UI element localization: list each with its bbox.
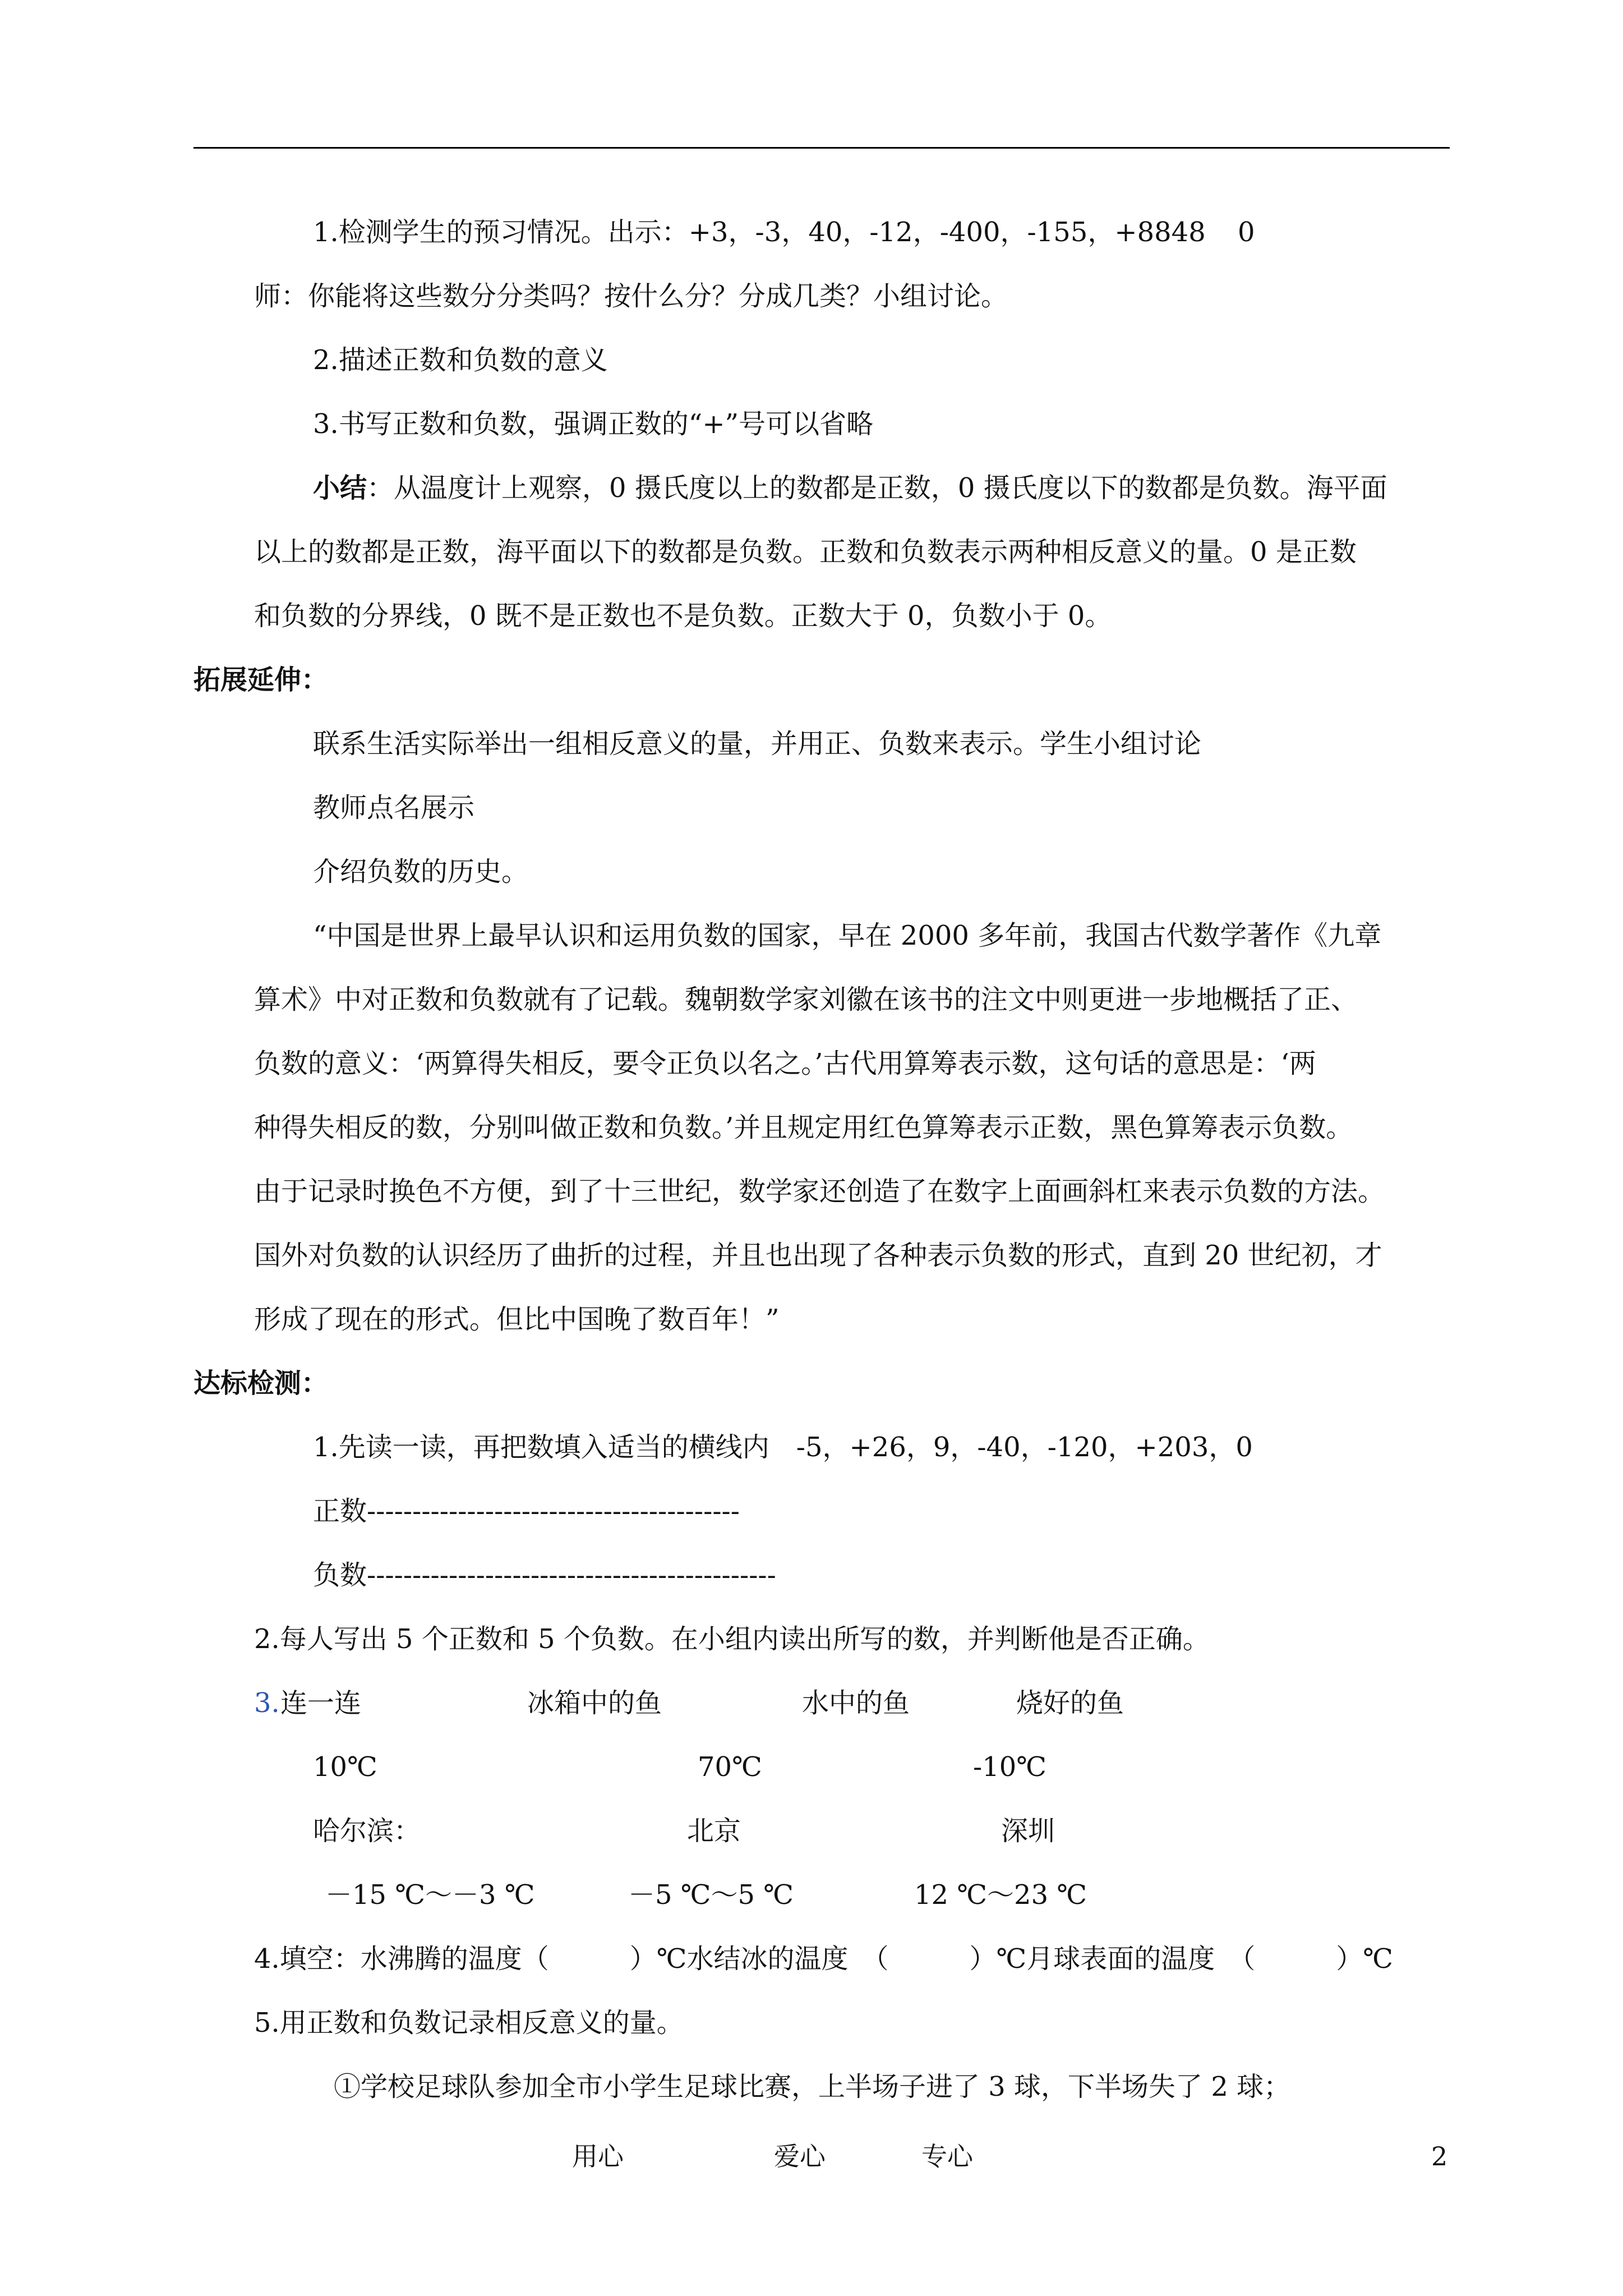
question-4: 4.填空：水沸腾的温度（ ）℃水结冰的温度 （ ）℃月球表面的温度 （ ）℃ — [254, 1943, 1393, 1975]
history-quote-line-1: “中国是世界上最早认识和运用负数的国家，早在 2000 多年前，我国古代数学著作《九章 — [313, 920, 1382, 951]
range-shenzhen: 12 ℃～23 ℃ — [914, 1879, 1087, 1911]
footer-word-3: 专心 — [921, 2141, 973, 2171]
item-2-text: 2.描述正数和负数的意义 — [313, 344, 608, 376]
history-quote-line-3: 负数的意义：‘两算得失相反，要令正负以名之。’古代用算筹表示数，这句话的意思是：‘两 — [254, 1048, 1316, 1079]
summary-line-1 — [313, 472, 1387, 504]
fish-cooked: 烧好的鱼 — [1016, 1687, 1124, 1719]
summary-line-3: 和负数的分界线，0 既不是正数也不是负数。正数大于 0，负数小于 0。 — [254, 600, 1112, 632]
question-5-item-1: ①学校足球队参加全市小学生足球比赛，上半场子进了 3 球，下半场失了 2 球； — [334, 2071, 1291, 2102]
history-quote-line-5: 由于记录时换色不方便，到了十三世纪，数学家还创造了在数字上面画斜杠来表示负数的方法。 — [254, 1176, 1385, 1207]
question-5: 5.用正数和负数记录相反意义的量。 — [254, 2007, 684, 2039]
check-heading: 达标检测： — [193, 1368, 329, 1399]
extension-paragraph-3: 介绍负数的历史。 — [313, 856, 529, 887]
history-quote-line-7: 形成了现在的形式。但比中国晚了数百年！” — [254, 1304, 780, 1335]
item-3-text: 3.书写正数和负数，强调正数的“+”号可以省略 — [313, 408, 874, 440]
summary-text: ：从温度计上观察，0 摄氏度以上的数都是正数，0 摄氏度以下的数都是负数。海平面 — [367, 472, 1387, 504]
question-1: 1.先读一读，再把数填入适当的横线内 -5，+26，9，-40，-120，+203，0 — [313, 1432, 1253, 1463]
footer-word-2: 爱心 — [774, 2141, 826, 2171]
history-quote-line-2: 算术》中对正数和负数就有了记载。魏朝数学家刘徽在该书的注文中则更进一步地概括了正、 — [254, 984, 1358, 1015]
summary-line-2: 以上的数都是正数，海平面以下的数都是负数。正数和负数表示两种相反意义的量。0 是正数 — [254, 536, 1357, 568]
extension-heading: 拓展延伸： — [193, 664, 329, 696]
header-rule — [193, 147, 1450, 149]
history-quote-line-4: 种得失相反的数，分别叫做正数和负数。’并且规定用红色算筹表示正数，黑色算筹表示负数。 — [254, 1112, 1353, 1143]
page-number: 2 — [1431, 2141, 1448, 2171]
question-2: 2.每人写出 5 个正数和 5 个负数。在小组内读出所写的数，并判断他是否正确。 — [254, 1623, 1210, 1655]
city-beijing: 北京 — [687, 1815, 741, 1847]
range-harbin: －15 ℃～－3 ℃ — [325, 1879, 535, 1911]
temperature-3: -10℃ — [973, 1751, 1046, 1783]
fish-water: 水中的鱼 — [802, 1687, 910, 1719]
question-3-label: 连一连 — [280, 1687, 362, 1719]
city-shenzhen: 深圳 — [1001, 1815, 1055, 1847]
temperature-1: 10℃ — [313, 1751, 377, 1783]
footer-word-1: 用心 — [572, 2141, 624, 2171]
summary-label: 小结 — [313, 472, 367, 504]
fish-fridge: 冰箱中的鱼 — [527, 1687, 662, 1719]
history-quote-line-6: 国外对负数的认识经历了曲折的过程，并且也出现了各种表示负数的形式，直到 20 世纪初，才 — [254, 1240, 1382, 1271]
range-beijing: －5 ℃～5 ℃ — [628, 1879, 794, 1911]
city-harbin: 哈尔滨： — [313, 1815, 421, 1847]
item-1-text: 1.检测学生的预习情况。出示：+3，-3，40，-12，-400，-155，+8848 — [313, 217, 1206, 248]
question-1-positive-line: 正数----------------------------------------- — [313, 1496, 740, 1527]
temperature-2: 70℃ — [698, 1751, 762, 1783]
extension-paragraph-1: 联系生活实际举出一组相反意义的量，并用正、负数来表示。学生小组讨论 — [313, 728, 1202, 760]
extension-paragraph-2: 教师点名展示 — [313, 792, 475, 823]
question-3-number: 3. — [254, 1687, 280, 1719]
question-1-negative-line: 负数--------------------------------------------- — [313, 1559, 776, 1591]
teacher-question: 师：你能将这些数分分类吗？按什么分？分成几类？小组讨论。 — [254, 280, 1008, 312]
item-1-zero: 0 — [1238, 217, 1255, 248]
